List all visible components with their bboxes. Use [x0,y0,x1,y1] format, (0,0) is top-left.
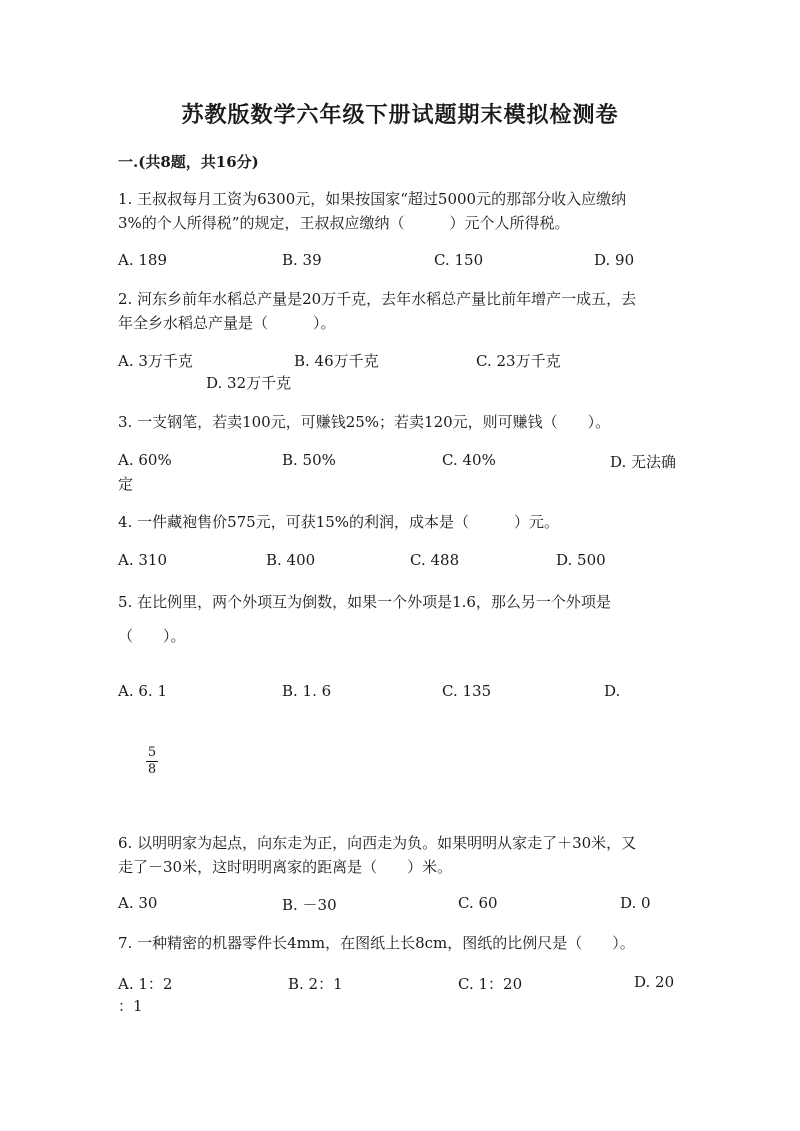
question-3-option-d: D. 无法确 [610,453,677,471]
question-2-option-c: C. 23万千克 [476,352,561,370]
question-7-line-1: 7. 一种精密的机器零件长4mm，在图纸上长8cm，图纸的比例尺是（ ）。 [118,934,635,952]
question-2-option-a: A. 3万千克 [118,352,193,370]
question-6-option-b: B. －30 [282,896,337,914]
question-2-option-b: B. 46万千克 [294,352,379,370]
question-7-option-a: A. 1：2 [118,975,173,993]
question-5-option-b: B. 1. 6 [282,682,332,700]
question-3-line-1: 3. 一支钢笔，若卖100元，可赚钱25%；若卖120元，则可赚钱（ ）。 [118,413,611,431]
question-4-line-1: 4. 一件藏袍售价575元，可获15%的利润，成本是（ ）元。 [118,513,560,531]
question-4-option-c: C. 488 [410,551,460,569]
section-heading: 一.(共8题，共16分) [118,153,259,171]
question-6-line-1: 6. 以明明家为起点，向东走为正，向西走为负。如果明明从家走了＋30米，又 [118,834,637,852]
question-1-option-a: A. 189 [118,251,167,269]
question-1-option-c: C. 150 [434,251,484,269]
question-3-option-a: A. 60% [118,451,172,469]
question-6-option-c: C. 60 [458,894,498,912]
question-6-option-a: A. 30 [118,894,158,912]
question-3-option-c: C. 40% [442,451,496,469]
question-4-option-a: A. 310 [118,551,167,569]
question-6-line-2: 走了－30米，这时明明离家的距离是（ ）米。 [118,858,453,876]
page-title: 苏教版数学六年级下册试题期末模拟检测卷 [181,102,619,128]
question-7-option-b: B. 2：1 [288,975,343,993]
question-5-option-a: A. 6. 1 [118,682,167,700]
question-4-option-d: D. 500 [556,551,606,569]
question-2-option-d: D. 32万千克 [206,374,292,392]
question-5-option-d-fraction [146,746,158,777]
question-3-option-b: B. 50% [282,451,336,469]
question-7-option-d: D. 20 [634,973,675,991]
question-1-line-2: 3%的个人所得税”的规定，王叔叔应缴纳（ ）元个人所得税。 [118,214,570,232]
question-6-option-d: D. 0 [620,894,651,912]
question-2-line-1: 2. 河东乡前年水稻总产量是20万千克，去年水稻总产量比前年增产一成五，去 [118,290,637,308]
question-5-option-c: C. 135 [442,682,492,700]
question-1-option-d: D. 90 [594,251,635,269]
question-5-line-1: 5. 在比例里，两个外项互为倒数，如果一个外项是1.6，那么另一个外项是 [118,593,611,611]
question-5-line-2: （ ）。 [118,627,186,645]
question-7-option-d-wrap: ：1 [118,997,143,1015]
question-7-option-c: C. 1：20 [458,975,523,993]
question-1-option-b: B. 39 [282,251,322,269]
fraction-denominator: 8 [147,762,157,777]
question-3-option-d-wrap: 定 [118,475,134,493]
question-4-option-b: B. 400 [266,551,316,569]
question-2-line-2: 年全乡水稻总产量是（ ）。 [118,314,336,332]
fraction-numerator: 5 [147,745,157,760]
question-5-option-d: D. [604,682,621,700]
question-1-line-1: 1. 王叔叔每月工资为6300元，如果按国家“超过5000元的那部分收入应缴纳 [118,190,627,208]
